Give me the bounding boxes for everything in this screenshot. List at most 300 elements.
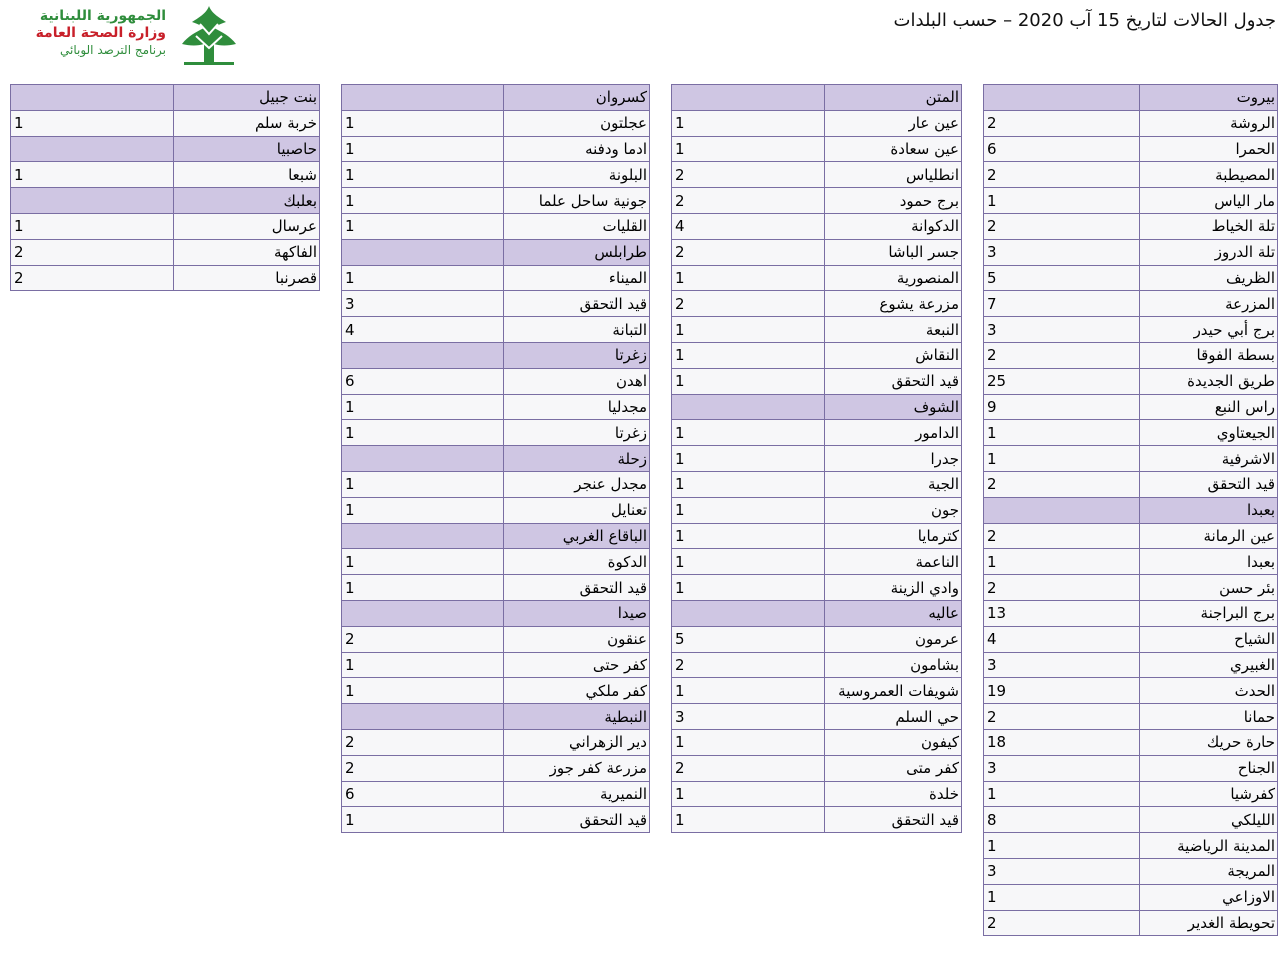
table-row	[984, 291, 1278, 317]
district-header-row	[11, 136, 320, 162]
town-name: الشياح	[1140, 626, 1278, 652]
table-row	[984, 626, 1278, 652]
table-row	[672, 471, 962, 497]
table-row	[342, 729, 650, 755]
district-name: صيدا	[504, 600, 650, 626]
table-row	[984, 704, 1278, 730]
district-name: حاصبيا	[174, 136, 320, 162]
town-name: الغبيري	[1140, 652, 1278, 678]
table-row	[342, 368, 650, 394]
case-count: 2	[984, 213, 1140, 239]
town-name: عرسال	[174, 213, 320, 239]
table-row	[984, 678, 1278, 704]
town-name: زغرتا	[504, 420, 650, 446]
header-empty-cell	[984, 497, 1140, 523]
case-count: 1	[672, 781, 825, 807]
district-header-row	[984, 497, 1278, 523]
town-name: قيد التحقق	[825, 368, 962, 394]
table-row	[342, 497, 650, 523]
town-name: الفاكهة	[174, 239, 320, 265]
table-row	[984, 549, 1278, 575]
town-name: اهدن	[504, 368, 650, 394]
town-name: الناعمة	[825, 549, 962, 575]
district-header-row	[342, 523, 650, 549]
case-count: 2	[342, 755, 504, 781]
district-header-row	[342, 600, 650, 626]
case-count: 1	[342, 471, 504, 497]
town-name: مجدل عنجر	[504, 471, 650, 497]
case-count: 1	[672, 317, 825, 343]
table-beirut-baabda	[983, 84, 1278, 936]
town-name: الاشرفية	[1140, 446, 1278, 472]
town-name: النبعة	[825, 317, 962, 343]
case-count: 2	[672, 239, 825, 265]
town-name: عين الرمانة	[1140, 523, 1278, 549]
town-name: عين عار	[825, 110, 962, 136]
table-row	[342, 678, 650, 704]
header-empty-cell	[11, 85, 174, 111]
town-name: التبانة	[504, 317, 650, 343]
town-name: الاوزاعي	[1140, 884, 1278, 910]
table-row	[984, 342, 1278, 368]
table-row	[984, 317, 1278, 343]
logo-line-republic: الجمهورية اللبنانية	[39, 8, 166, 24]
town-name: ادما ودفنه	[504, 136, 650, 162]
case-count: 1	[342, 549, 504, 575]
case-count: 2	[672, 291, 825, 317]
district-header-row	[342, 239, 650, 265]
town-name: مجدليا	[504, 394, 650, 420]
case-count: 2	[342, 729, 504, 755]
town-name: الحمرا	[1140, 136, 1278, 162]
case-count: 1	[342, 652, 504, 678]
town-name: المزرعة	[1140, 291, 1278, 317]
table-metn-chouf-aley	[671, 84, 962, 833]
case-count: 3	[984, 858, 1140, 884]
table-row	[672, 678, 962, 704]
case-count: 1	[984, 420, 1140, 446]
town-name: البلونة	[504, 162, 650, 188]
table-row	[342, 575, 650, 601]
case-count: 3	[672, 704, 825, 730]
case-count: 2	[984, 523, 1140, 549]
town-name: خلدة	[825, 781, 962, 807]
case-count: 2	[984, 342, 1140, 368]
case-count: 18	[984, 729, 1140, 755]
town-name: بشامون	[825, 652, 962, 678]
town-name: حي السلم	[825, 704, 962, 730]
district-name: المتن	[825, 85, 962, 111]
town-name: مزرعة كفر جوز	[504, 755, 650, 781]
table-row	[672, 342, 962, 368]
case-count: 1	[984, 833, 1140, 859]
case-count: 3	[984, 652, 1140, 678]
case-count: 1	[984, 446, 1140, 472]
town-name: الدكوة	[504, 549, 650, 575]
town-name: الجية	[825, 471, 962, 497]
case-count: 1	[672, 446, 825, 472]
table-row	[984, 523, 1278, 549]
logo-line-ministry: وزارة الصحة العامة	[35, 25, 166, 41]
case-count: 1	[672, 807, 825, 833]
town-name: برج البراجنة	[1140, 600, 1278, 626]
table-row	[984, 213, 1278, 239]
table-row	[984, 162, 1278, 188]
table-row	[342, 755, 650, 781]
district-name: بنت جبيل	[174, 85, 320, 111]
case-count: 2	[984, 110, 1140, 136]
town-name: قيد التحقق	[1140, 471, 1278, 497]
table-row	[342, 420, 650, 446]
header-empty-cell	[11, 136, 174, 162]
table-row	[672, 110, 962, 136]
table-row	[672, 729, 962, 755]
case-count: 7	[984, 291, 1140, 317]
case-count: 1	[342, 394, 504, 420]
table-row	[672, 549, 962, 575]
case-count: 4	[672, 213, 825, 239]
town-name: تلة الدروز	[1140, 239, 1278, 265]
table-row	[984, 652, 1278, 678]
town-name: انطلياس	[825, 162, 962, 188]
town-name: قصرنبا	[174, 265, 320, 291]
case-count: 5	[984, 265, 1140, 291]
town-name: دير الزهراني	[504, 729, 650, 755]
town-name: الظريف	[1140, 265, 1278, 291]
table-row	[984, 136, 1278, 162]
header-empty-cell	[342, 600, 504, 626]
case-count: 2	[984, 471, 1140, 497]
case-count: 1	[342, 136, 504, 162]
case-count: 1	[342, 678, 504, 704]
table-row	[672, 497, 962, 523]
table-row	[672, 162, 962, 188]
town-name: الليلكي	[1140, 807, 1278, 833]
town-name: عنقون	[504, 626, 650, 652]
town-name: عين سعادة	[825, 136, 962, 162]
town-name: تحويطة الغدير	[1140, 910, 1278, 936]
table-row	[672, 652, 962, 678]
table-row	[342, 781, 650, 807]
case-count: 1	[342, 162, 504, 188]
case-count: 9	[984, 394, 1140, 420]
case-count: 1	[342, 188, 504, 214]
table-row	[984, 265, 1278, 291]
table-row	[672, 704, 962, 730]
table-row	[984, 394, 1278, 420]
case-count: 1	[672, 368, 825, 394]
table-row	[672, 213, 962, 239]
case-count: 2	[984, 162, 1140, 188]
town-name: جونية ساحل علما	[504, 188, 650, 214]
town-name: شويفات العمروسية	[825, 678, 962, 704]
case-count: 2	[672, 162, 825, 188]
table-row	[672, 265, 962, 291]
table-row	[11, 162, 320, 188]
table-row	[342, 110, 650, 136]
case-count: 2	[11, 239, 174, 265]
table-row	[984, 755, 1278, 781]
district-header-row	[11, 85, 320, 111]
table-row	[342, 807, 650, 833]
town-name: الروشة	[1140, 110, 1278, 136]
table-row	[984, 110, 1278, 136]
town-name: وادي الزينة	[825, 575, 962, 601]
case-count: 3	[984, 317, 1140, 343]
town-name: كفر ملكي	[504, 678, 650, 704]
header-empty-cell	[342, 342, 504, 368]
case-count: 1	[342, 497, 504, 523]
town-name: كفر متى	[825, 755, 962, 781]
case-count: 1	[672, 420, 825, 446]
case-count: 1	[342, 807, 504, 833]
page-title: جدول الحالات لتاريخ 15 آب 2020 – حسب البلدات	[893, 10, 1276, 31]
header-empty-cell	[11, 188, 174, 214]
district-header-row	[672, 85, 962, 111]
town-name: طريق الجديدة	[1140, 368, 1278, 394]
town-name: الحدث	[1140, 678, 1278, 704]
town-name: قيد التحقق	[504, 807, 650, 833]
district-name: بيروت	[1140, 85, 1278, 111]
district-name: زغرتا	[504, 342, 650, 368]
table-row	[342, 626, 650, 652]
table-row	[984, 575, 1278, 601]
district-header-row	[984, 85, 1278, 111]
table-row	[672, 239, 962, 265]
case-count: 1	[342, 575, 504, 601]
case-count: 6	[342, 368, 504, 394]
table-row	[672, 807, 962, 833]
table-row	[672, 626, 962, 652]
district-name: الشوف	[825, 394, 962, 420]
case-count: 1	[672, 549, 825, 575]
table-row	[342, 265, 650, 291]
case-count: 3	[984, 239, 1140, 265]
table-row	[342, 291, 650, 317]
case-count: 1	[984, 884, 1140, 910]
case-count: 2	[984, 910, 1140, 936]
district-header-row	[11, 188, 320, 214]
table-bintjbeil-bekaa	[10, 84, 320, 291]
table-row	[11, 239, 320, 265]
town-name: مار الياس	[1140, 188, 1278, 214]
town-name: جسر الباشا	[825, 239, 962, 265]
town-name: جدرا	[825, 446, 962, 472]
case-count: 2	[11, 265, 174, 291]
town-name: كيفون	[825, 729, 962, 755]
town-name: الجناح	[1140, 755, 1278, 781]
case-count: 8	[984, 807, 1140, 833]
header-empty-cell	[342, 446, 504, 472]
table-row	[672, 317, 962, 343]
table-row	[342, 549, 650, 575]
case-count: 1	[672, 678, 825, 704]
case-count: 2	[984, 704, 1140, 730]
table-row	[672, 368, 962, 394]
case-count: 19	[984, 678, 1140, 704]
town-name: عرمون	[825, 626, 962, 652]
case-count: 3	[984, 755, 1140, 781]
header-empty-cell	[342, 85, 504, 111]
town-name: كفر حتى	[504, 652, 650, 678]
district-name: النبطية	[504, 704, 650, 730]
table-row	[342, 213, 650, 239]
case-count: 2	[342, 626, 504, 652]
district-header-row	[342, 446, 650, 472]
table-row	[342, 652, 650, 678]
town-name: بئر حسن	[1140, 575, 1278, 601]
district-name: الباقاع الغربي	[504, 523, 650, 549]
table-row	[342, 394, 650, 420]
table-row	[672, 523, 962, 549]
case-count: 2	[672, 755, 825, 781]
case-count: 1	[672, 523, 825, 549]
town-name: برج أبي حيدر	[1140, 317, 1278, 343]
district-name: بعبدا	[1140, 497, 1278, 523]
table-row	[11, 265, 320, 291]
case-count: 2	[984, 575, 1140, 601]
table-row	[984, 239, 1278, 265]
table-row	[984, 858, 1278, 884]
case-count: 5	[672, 626, 825, 652]
case-count: 1	[11, 213, 174, 239]
table-row	[984, 807, 1278, 833]
table-row	[984, 884, 1278, 910]
case-count: 2	[672, 188, 825, 214]
case-count: 1	[984, 549, 1140, 575]
town-name: راس النبع	[1140, 394, 1278, 420]
table-row	[984, 600, 1278, 626]
case-count: 1	[672, 729, 825, 755]
table-row	[984, 368, 1278, 394]
header-empty-cell	[672, 394, 825, 420]
town-name: القليات	[504, 213, 650, 239]
town-name: بسطة الفوقا	[1140, 342, 1278, 368]
header-empty-cell	[984, 85, 1140, 111]
town-name: عجلتون	[504, 110, 650, 136]
case-count: 3	[342, 291, 504, 317]
town-name: خربة سلم	[174, 110, 320, 136]
case-count: 4	[984, 626, 1140, 652]
header-empty-cell	[342, 704, 504, 730]
town-name: المريجة	[1140, 858, 1278, 884]
town-name: قيد التحقق	[825, 807, 962, 833]
town-name: المصيطبة	[1140, 162, 1278, 188]
case-count: 13	[984, 600, 1140, 626]
table-row	[672, 446, 962, 472]
table-row	[672, 291, 962, 317]
table-row	[11, 110, 320, 136]
case-count: 6	[342, 781, 504, 807]
town-name: الدكوانة	[825, 213, 962, 239]
district-header-row	[342, 704, 650, 730]
table-row	[672, 420, 962, 446]
case-count: 1	[11, 162, 174, 188]
case-count: 1	[984, 781, 1140, 807]
district-name: زحلة	[504, 446, 650, 472]
case-count: 1	[984, 188, 1140, 214]
district-header-row	[672, 600, 962, 626]
town-name: تلة الخياط	[1140, 213, 1278, 239]
case-count: 1	[342, 265, 504, 291]
case-count: 2	[672, 652, 825, 678]
town-name: كترمايا	[825, 523, 962, 549]
table-row	[984, 833, 1278, 859]
table-row	[672, 781, 962, 807]
town-name: تعنايل	[504, 497, 650, 523]
case-count: 1	[11, 110, 174, 136]
town-name: الجيعتاوي	[1140, 420, 1278, 446]
town-name: المدينة الرياضية	[1140, 833, 1278, 859]
header-empty-cell	[342, 239, 504, 265]
case-count: 1	[672, 110, 825, 136]
header-empty-cell	[672, 600, 825, 626]
town-name: النميرية	[504, 781, 650, 807]
town-name: بعبدا	[1140, 549, 1278, 575]
town-name: جون	[825, 497, 962, 523]
district-name: طرابلس	[504, 239, 650, 265]
header-empty-cell	[342, 523, 504, 549]
cedar-tree-icon	[176, 4, 242, 68]
town-name: شبعا	[174, 162, 320, 188]
table-row	[672, 136, 962, 162]
town-name: حمانا	[1140, 704, 1278, 730]
table-row	[984, 781, 1278, 807]
table-row	[342, 162, 650, 188]
header-empty-cell	[672, 85, 825, 111]
case-count: 25	[984, 368, 1140, 394]
case-count: 6	[984, 136, 1140, 162]
town-name: الميناء	[504, 265, 650, 291]
district-header-row	[672, 394, 962, 420]
table-keserwan-north-south	[341, 84, 650, 833]
case-count: 1	[342, 213, 504, 239]
table-row	[342, 317, 650, 343]
case-count: 1	[672, 575, 825, 601]
town-name: حارة حريك	[1140, 729, 1278, 755]
district-header-row	[342, 342, 650, 368]
district-header-row	[342, 85, 650, 111]
case-count: 4	[342, 317, 504, 343]
town-name: النقاش	[825, 342, 962, 368]
case-count: 1	[672, 471, 825, 497]
town-name: مزرعة يشوع	[825, 291, 962, 317]
town-name: كفرشيا	[1140, 781, 1278, 807]
table-row	[984, 729, 1278, 755]
case-count: 1	[342, 110, 504, 136]
case-count: 1	[342, 420, 504, 446]
table-row	[342, 136, 650, 162]
table-row	[984, 188, 1278, 214]
case-count: 1	[672, 342, 825, 368]
table-row	[984, 446, 1278, 472]
district-name: عاليه	[825, 600, 962, 626]
table-row	[672, 188, 962, 214]
table-row	[984, 471, 1278, 497]
district-name: كسروان	[504, 85, 650, 111]
case-count: 1	[672, 265, 825, 291]
table-row	[342, 471, 650, 497]
table-row	[11, 213, 320, 239]
town-name: الدامور	[825, 420, 962, 446]
table-row	[672, 575, 962, 601]
case-count: 1	[672, 497, 825, 523]
logo-line-program: برنامج الترصد الوبائي	[59, 43, 166, 57]
town-name: قيد التحقق	[504, 291, 650, 317]
case-count: 1	[672, 136, 825, 162]
table-row	[342, 188, 650, 214]
town-name: برج حمود	[825, 188, 962, 214]
